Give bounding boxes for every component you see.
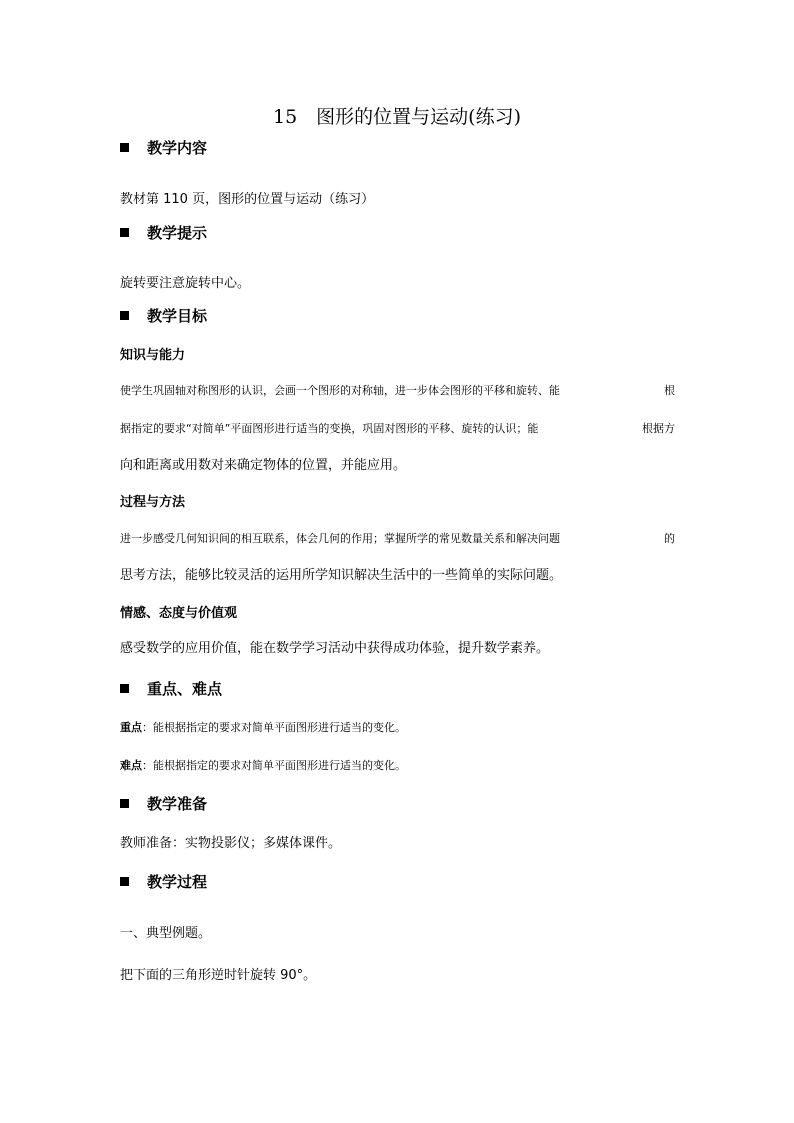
- section-heading-goals: [120, 303, 207, 327]
- line-tail-text: 根据方: [642, 422, 675, 435]
- content-text: 教材第 110 页，图形的位置与运动（练习）: [120, 192, 375, 207]
- hint-text: 旋转要注意旋转中心。: [120, 276, 251, 291]
- square-bullet-icon: [120, 311, 129, 320]
- preparation-text: 教师准备：实物投影仪；多媒体课件。: [120, 836, 342, 851]
- square-bullet-icon: [120, 228, 129, 237]
- section-heading-label: 教学准备: [147, 794, 208, 813]
- process-line-1: [120, 529, 675, 549]
- page-title: 15 图形的位置与运动(练习): [272, 106, 521, 128]
- knowledge-line-3: 向和距离或用数对来确定物体的位置，并能应用。: [120, 458, 407, 473]
- key-point-line: [120, 718, 406, 738]
- square-bullet-icon: [120, 799, 129, 808]
- subheading-attitude: 情感、态度与价值观: [120, 606, 238, 621]
- line-main-text: 使学生巩固轴对称图形的认识，会画一个图形的对称轴，进一步体会图形的平移和旋转、能: [120, 384, 560, 397]
- knowledge-line-2: [120, 419, 675, 439]
- key-point-label: 重点: [120, 721, 142, 734]
- line-tail-text: 的: [664, 532, 675, 545]
- section-heading-content: [120, 135, 207, 159]
- line-tail-text: 根: [664, 384, 675, 397]
- attitude-text: 感受数学的应用价值，能在数学学习活动中获得成功体验，提升数学素养。: [120, 641, 550, 656]
- square-bullet-icon: [120, 877, 129, 886]
- difficult-point-label: 难点: [120, 759, 142, 772]
- difficult-point-line: [120, 756, 406, 776]
- line-main-text: 据指定的要求“对简单”平面图形进行适当的变换，巩固对图形的平移、旋转的认识；能: [120, 422, 539, 435]
- subheading-knowledge: 知识与能力: [120, 348, 186, 363]
- section-heading-label: 教学提示: [147, 223, 208, 242]
- section-heading-label: 教学过程: [147, 872, 208, 891]
- line-main-text: 进一步感受几何知识间的相互联系，体会几何的作用；掌握所学的常见数量关系和解决问题: [120, 532, 560, 545]
- section-heading-label: 教学内容: [147, 138, 208, 157]
- subheading-process: 过程与方法: [120, 495, 186, 510]
- section-heading-procedure: [120, 869, 207, 893]
- square-bullet-icon: [120, 684, 129, 693]
- square-bullet-icon: [120, 143, 129, 152]
- section-heading-key-points: [120, 676, 222, 700]
- procedure-step-1-text: 把下面的三角形逆时针旋转 90°。: [120, 968, 317, 983]
- section-heading-preparation: [120, 791, 207, 815]
- procedure-step-1: 一、典型例题。: [120, 926, 212, 941]
- key-point-text: ：能根据指定的要求对简单平面图形进行适当的变化。: [142, 721, 406, 734]
- process-line-2: 思考方法，能够比较灵活的运用所学知识解决生活中的一些简单的实际问题。: [120, 568, 563, 583]
- section-heading-label: 重点、难点: [147, 679, 223, 698]
- section-heading-label: 教学目标: [147, 306, 208, 325]
- knowledge-line-1: [120, 381, 675, 401]
- difficult-point-text: ：能根据指定的要求对简单平面图形进行适当的变化。: [142, 759, 406, 772]
- section-heading-hint: [120, 220, 207, 244]
